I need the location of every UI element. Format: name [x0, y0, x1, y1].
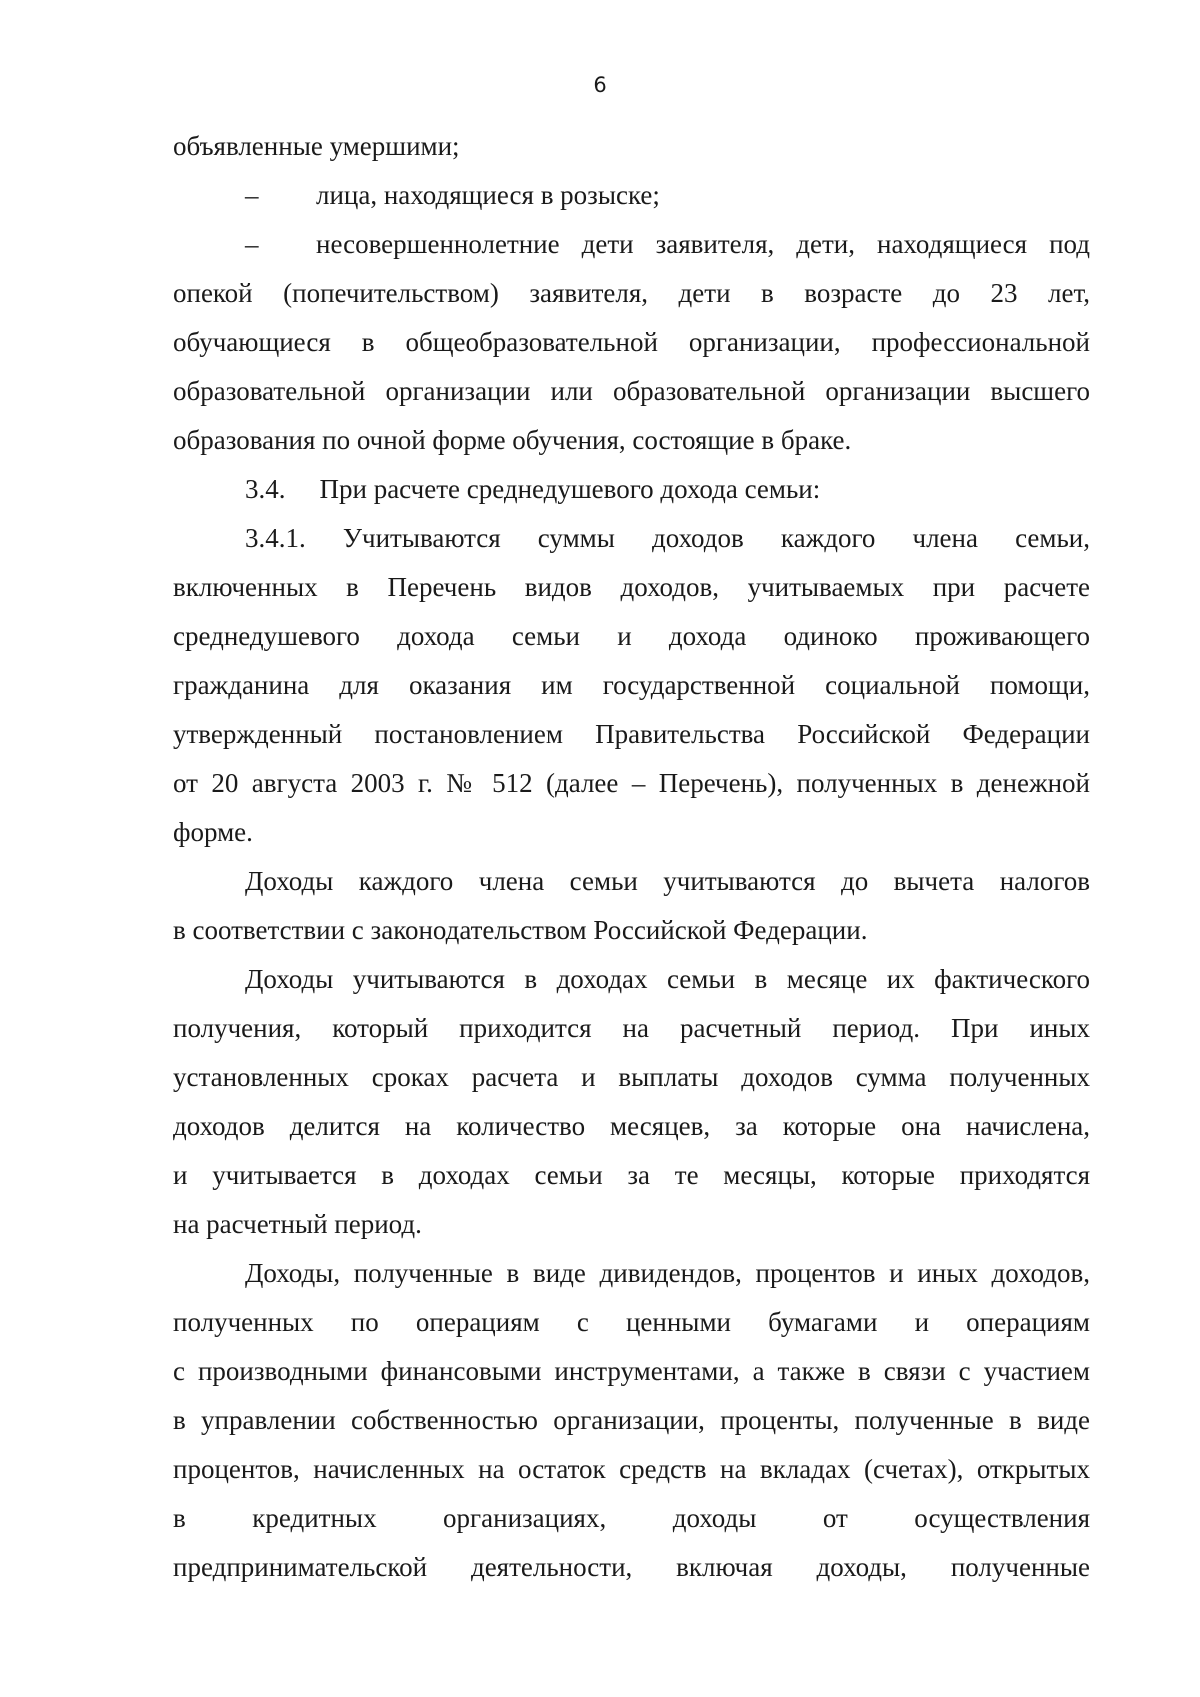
text-line: в кредитных организациях, доходы от осуществления	[173, 1503, 1090, 1533]
text-line: и учитывается в доходах семьи за те месяцы, которые приходятся	[173, 1160, 1090, 1190]
list-dash: –	[245, 180, 259, 210]
paragraph-start: Доходы каждого члена семьи учитываются до вычета налогов	[245, 866, 1090, 896]
text-line: процентов, начисленных на остаток средств на вкладах (счетах), открытых	[173, 1454, 1090, 1484]
list-dash: –	[245, 229, 259, 259]
text-line: образовательной организации или образовательной организации высшего	[173, 376, 1090, 406]
text-line: обучающиеся в общеобразовательной организации, профессиональной	[173, 327, 1090, 357]
text-line: полученных по операциям с ценными бумагами и операциям	[173, 1307, 1090, 1337]
text-line: утвержденный постановлением Правительства Российской Федерации	[173, 719, 1090, 749]
subsection-line: 3.4.1. Учитываются суммы доходов каждого члена семьи,	[245, 523, 1090, 553]
page-number: 6	[593, 73, 607, 97]
text-line: образования по очной форме обучения, состоящие в браке.	[173, 425, 852, 455]
text-line: объявленные умершими;	[173, 131, 460, 161]
text-line: включенных в Перечень видов доходов, учитываемых при расчете	[173, 572, 1090, 602]
section-title: При расчете среднедушевого дохода семьи:	[319, 474, 821, 504]
text-line: с производными финансовыми инструментами, а также в связи с участием	[173, 1356, 1090, 1386]
text-line: форме.	[173, 817, 253, 847]
list-item	[173, 171, 1090, 220]
text-line: доходов делится на количество месяцев, за которые она начислена,	[173, 1111, 1090, 1141]
text-line: получения, который приходится на расчетный период. При иных	[173, 1013, 1090, 1043]
section-number: 3.4.	[245, 474, 286, 504]
text-line: на расчетный период.	[173, 1209, 422, 1239]
list-item	[173, 220, 1090, 269]
text-line: в соответствии с законодательством Российской Федерации.	[173, 915, 868, 945]
list-item-text: несовершеннолетние дети заявителя, дети, находящиеся под	[316, 229, 1090, 259]
paragraph-start: Доходы учитываются в доходах семьи в месяце их фактического	[245, 964, 1090, 994]
text-line: установленных сроках расчета и выплаты доходов сумма полученных	[173, 1062, 1090, 1092]
text-line: в управлении собственностью организации, проценты, полученные в виде	[173, 1405, 1090, 1435]
list-item-text: лица, находящиеся в розыске;	[316, 180, 660, 210]
text-line: гражданина для оказания им государственной социальной помощи,	[173, 670, 1090, 700]
text-line: среднедушевого дохода семьи и дохода одиноко проживающего	[173, 621, 1090, 651]
document-body	[173, 122, 1090, 1592]
paragraph-start: Доходы, полученные в виде дивидендов, процентов и иных доходов,	[245, 1258, 1090, 1288]
text-line: опекой (попечительством) заявителя, дети в возрасте до 23 лет,	[173, 278, 1090, 308]
text-line: от 20 августа 2003 г. № 512 (далее – Перечень), полученных в денежной	[173, 768, 1090, 798]
section-heading	[173, 465, 1090, 514]
text-line: предпринимательской деятельности, включая доходы, полученные	[173, 1552, 1090, 1582]
